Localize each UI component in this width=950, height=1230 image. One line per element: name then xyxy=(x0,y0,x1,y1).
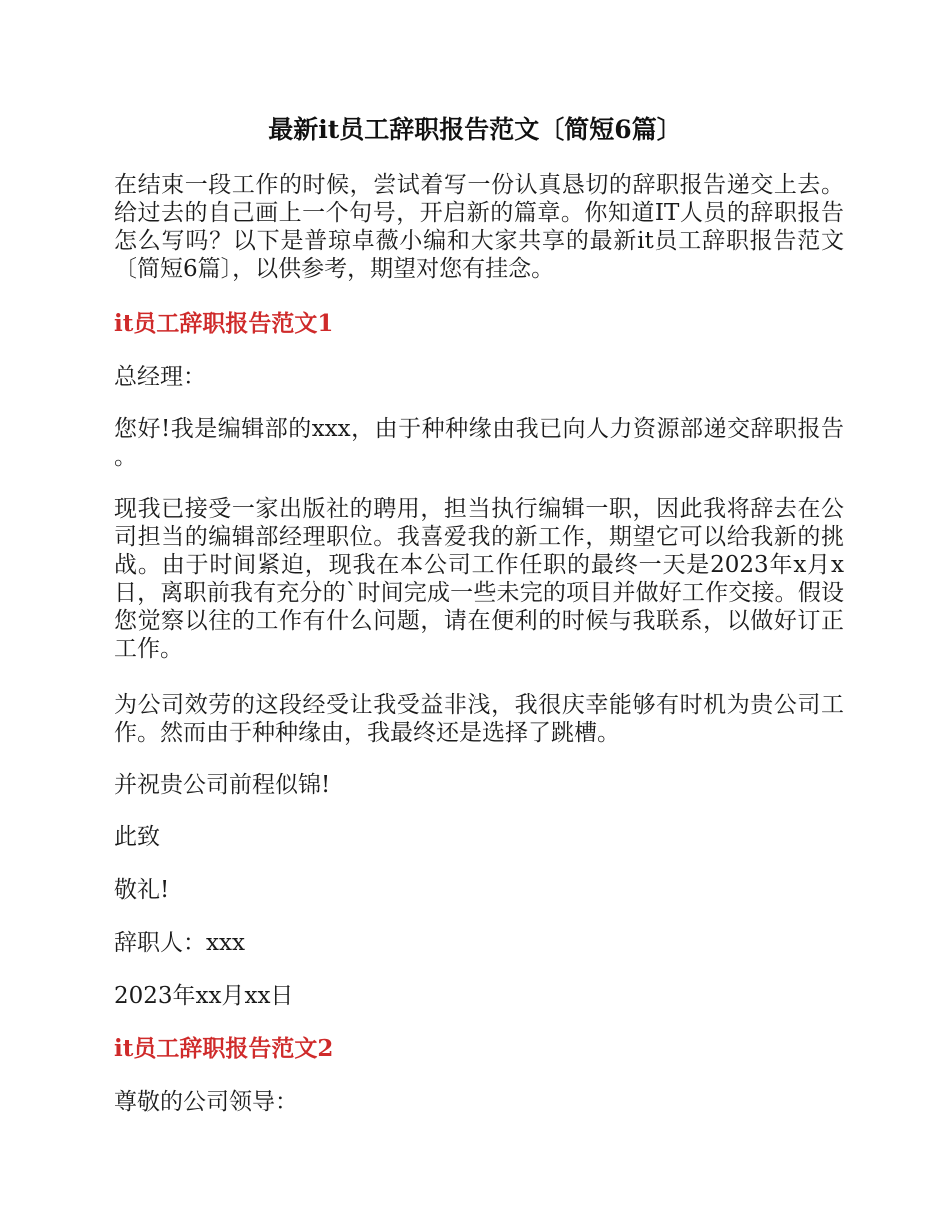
intro-paragraph: 在结束一段工作的时候，尝试着写一份认真恳切的辞职报告递交上去。给过去的自己画上一个句号，开启新的篇章。你知道IT人员的辞职报告怎么写吗？以下是普琼卓薇小编和大家共享的最新it员工辞职报告范文〔简短6篇〕，以供参考，期望对您有挂念。 xyxy=(114,172,844,282)
salutation-2: 尊敬的公司领导： xyxy=(114,1089,298,1115)
section-heading-1: it员工辞职报告范文1 xyxy=(114,310,334,337)
page-title: 最新it员工辞职报告范文〔简短6篇〕 xyxy=(268,115,682,144)
signer-line: 辞职人：xxx xyxy=(114,930,245,956)
paragraph-1-3: 为公司效劳的这段经受让我受益非浅，我很庆幸能够有时机为贵公司工作。然而由于种种缘由，我最终还是选择了跳槽。 xyxy=(114,692,844,746)
closing-line-1: 此致 xyxy=(114,824,160,850)
section-heading-2: it员工辞职报告范文2 xyxy=(114,1035,334,1062)
paragraph-1-1: 您好!我是编辑部的xxx，由于种种缘由我已向人力资源部递交辞职报告 。 xyxy=(114,416,844,470)
paragraph-1-4: 并祝贵公司前程似锦! xyxy=(114,772,331,798)
date-line: 2023年xx月xx日 xyxy=(114,983,294,1009)
closing-line-2: 敬礼! xyxy=(114,877,170,903)
salutation-1: 总经理： xyxy=(114,364,206,390)
paragraph-1-2: 现我已接受一家出版社的聘用，担当执行编辑一职，因此我将辞去在公司担当的编辑部经理职位。我喜爱我的新工作，期望它可以给我新的挑战。由于时间紧迫，现我在本公司工作任职的最终一天是2023年x月x日，离职前我有充分的`时间完成一些未完的项目并做好工作交接。假设您觉察以往的工作有什么问题，请在便利的时候与我联系，以做好订正工作。 xyxy=(114,496,844,662)
